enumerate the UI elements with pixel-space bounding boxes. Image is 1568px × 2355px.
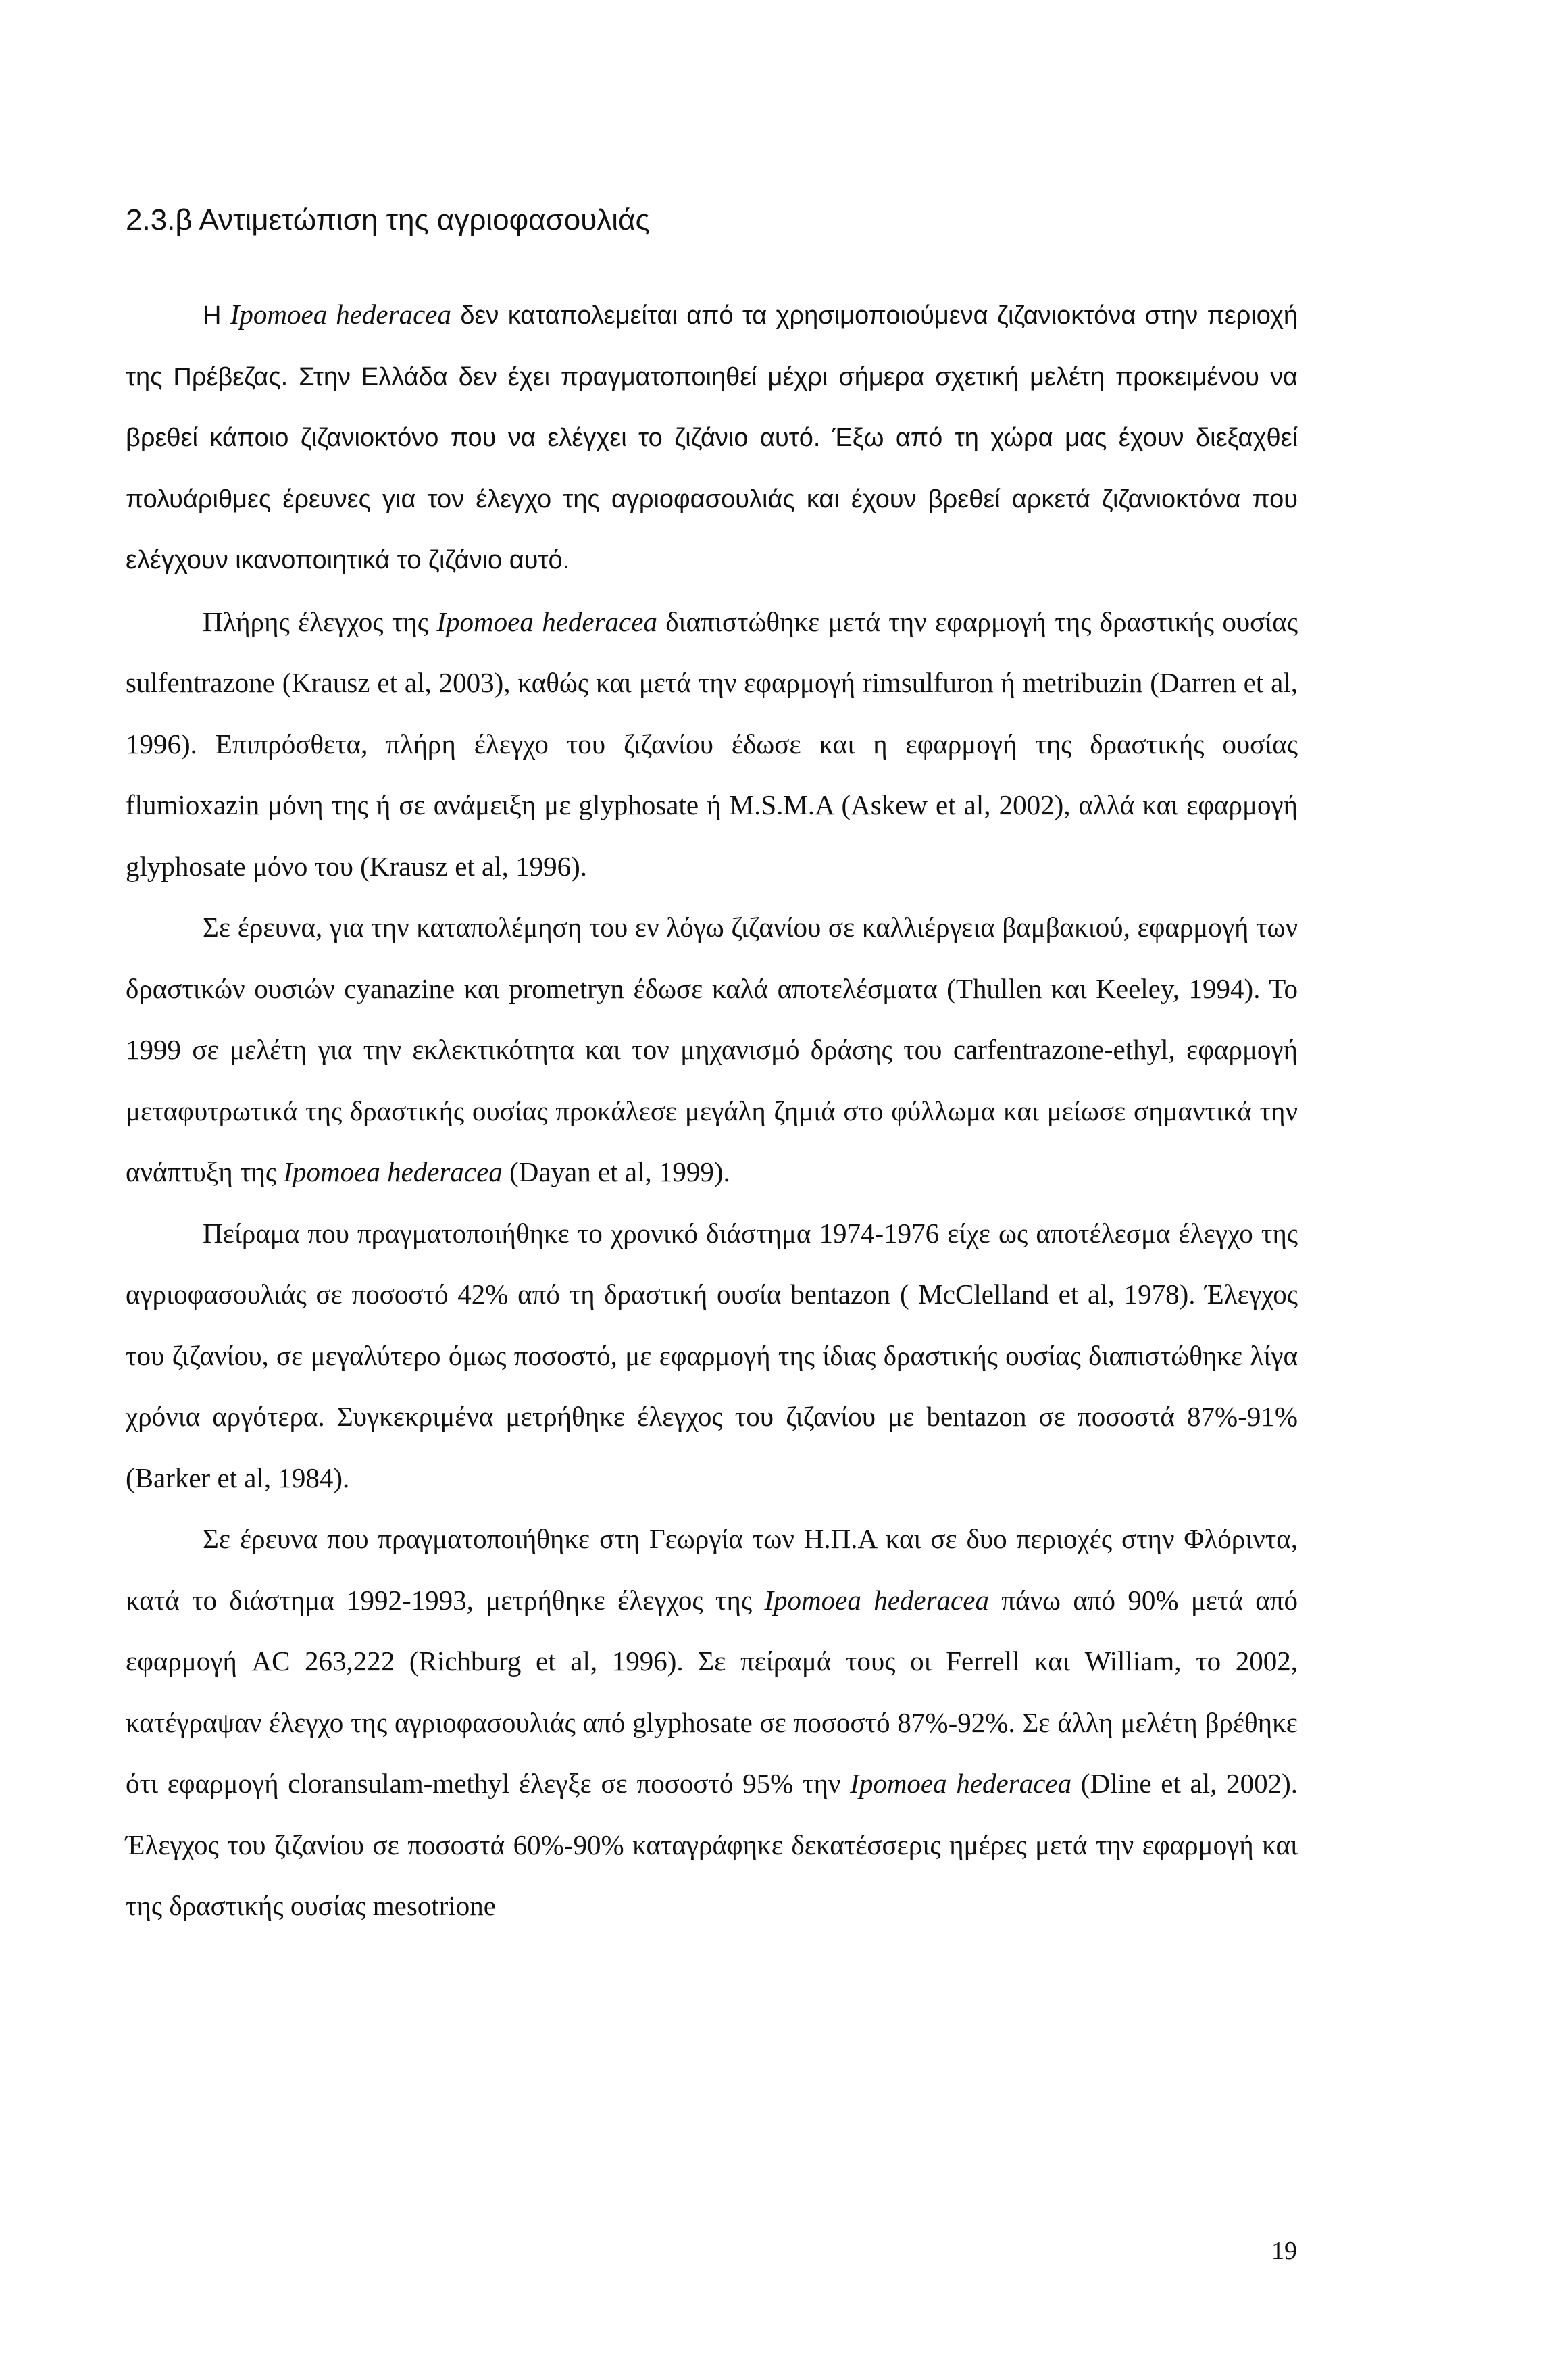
paragraph-5-text-c: (Dline et al, 2002). Έλεγχος του ζιζανίου σε ποσοστά 60%-90% καταγράφηκε δεκατέσσερις ημέρες μετά την εφαρμογή και της δραστικής ουσίας mesotrione <box>126 1768 1298 1921</box>
paragraph-2-text-b: διαπιστώθηκε μετά την εφαρμογή της δραστικής ουσίας sulfentrazone (Krausz et al, 2003), καθώς και μετά την εφαρμογή rimsulfuron ή metribuzin (Darren et al, 1996). Επιπρόσθετα, πλήρη έλεγχο του ζιζανίου έδωσε και η εφαρμογή της δραστικής ουσίας flumioxazin μόνη της ή σε ανάμειξη με glyphosate ή M.S.M.A (Askew et al, 2002), αλλά και εφαρμογή glyphosate μόνο του (Krausz et al, 1996). <box>126 605 1298 882</box>
paragraph-3-text-a: Σε έρευνα, για την καταπολέμηση του εν λόγω ζιζανίου σε καλλιέργεια βαμβακιού, εφαρμογή των δραστικών ουσιών cyanazine και prometryn έδωσε καλά αποτελέσματα (Thullen και Keeley, 1994). Το 1999 σε μελέτη για την εκλεκτικότητα και τον μηχανισμό δράσης του carfentrazone-ethyl, εφαρμογή μεταφυτρωτικά της δραστικής ουσίας προκάλεσε μεγάλη ζημιά στο φύλλωμα και μείωσε σημαντικά την ανάπτυξη της <box>126 912 1298 1187</box>
paragraph-5 <box>126 1508 1298 1937</box>
section-heading: 2.3.β Αντιμετώπιση της αγριοφασουλιάς <box>126 203 650 237</box>
paragraph-1-text-b: δεν καταπολεμείται από τα χρησιμοποιούμενα ζιζανιοκτόνα στην περιοχή της Πρέβεζας. Στην Ελλάδα δεν έχει πραγματοποιηθεί μέχρι σήμερα σχετική μελέτη προκειμένου να βρεθεί κάποιο ζιζανιοκτόνο που να ελέγχει το ζιζάνιο αυτό. Έξω από τη χώρα μας έχουν διεξαχθεί πολυάριθμες έρευνες για τον έλεγχο της αγριοφασουλιάς και έχουν βρεθεί αρκετά ζιζανιοκτόνα που ελέγχουν ικανοποιητικά το ζιζάνιο αυτό. <box>126 301 1298 574</box>
paragraph-5-text-a: Σε έρευνα που πραγματοποιήθηκε στη Γεωργία των Η.Π.Α και σε δυο περιοχές στην Φλόριντα, κατά το διάστημα 1992-1993, μετρήθηκε έλεγχος της <box>126 1523 1298 1616</box>
species-name: Ipomoea hederacea <box>283 1156 503 1187</box>
species-name: Ipomoea hederacea <box>764 1584 989 1616</box>
paragraph-1 <box>126 284 1298 591</box>
paragraph-4-text: Πείραμα που πραγματοποιήθηκε το χρονικό διάστημα 1974-1976 είχε ως αποτέλεσμα έλεγχο της αγριοφασουλιάς σε ποσοστό 42% από τη δραστική ουσία bentazon ( McClelland et al, 1978). Έλεγχος του ζιζανίου, σε μεγαλύτερο όμως ποσοστό, με εφαρμογή της ίδιας δραστικής ουσίας διαπιστώθηκε λίγα χρόνια αργότερα. Συγκεκριμένα μετρήθηκε έλεγχος του ζιζανίου με bentazon σε ποσοστά 87%-91% (Barker et al, 1984). <box>126 1217 1298 1493</box>
species-name: Ipomoea hederacea <box>230 299 451 330</box>
body-text <box>126 284 1298 1937</box>
paragraph-2 <box>126 591 1298 897</box>
page-number: 19 <box>1271 2237 1297 2265</box>
paragraph-3-text-b: (Dayan et al, 1999). <box>502 1156 730 1187</box>
paragraph-1-text-a: Η <box>203 301 230 330</box>
species-name: Ipomoea hederacea <box>850 1768 1072 1799</box>
paragraph-5-text-b: πάνω από 90% μετά από εφαρμογή AC 263,222 (Richburg et al, 1996). Σε πείραμά τους οι Ferrell και William, το 2002, κατέγραψαν έλεγχο της αγριοφασουλιάς από glyphosate σε ποσοστό 87%-92%. Σε άλλη μελέτη βρέθηκε ότι εφαρμογή cloransulam-methyl έλεγξε σε ποσοστό 95% την <box>126 1584 1298 1799</box>
paragraph-4 <box>126 1203 1298 1509</box>
species-name: Ipomoea hederacea <box>436 605 657 637</box>
paragraph-3 <box>126 897 1298 1203</box>
paragraph-2-text-a: Πλήρης έλεγχος της <box>203 605 437 637</box>
